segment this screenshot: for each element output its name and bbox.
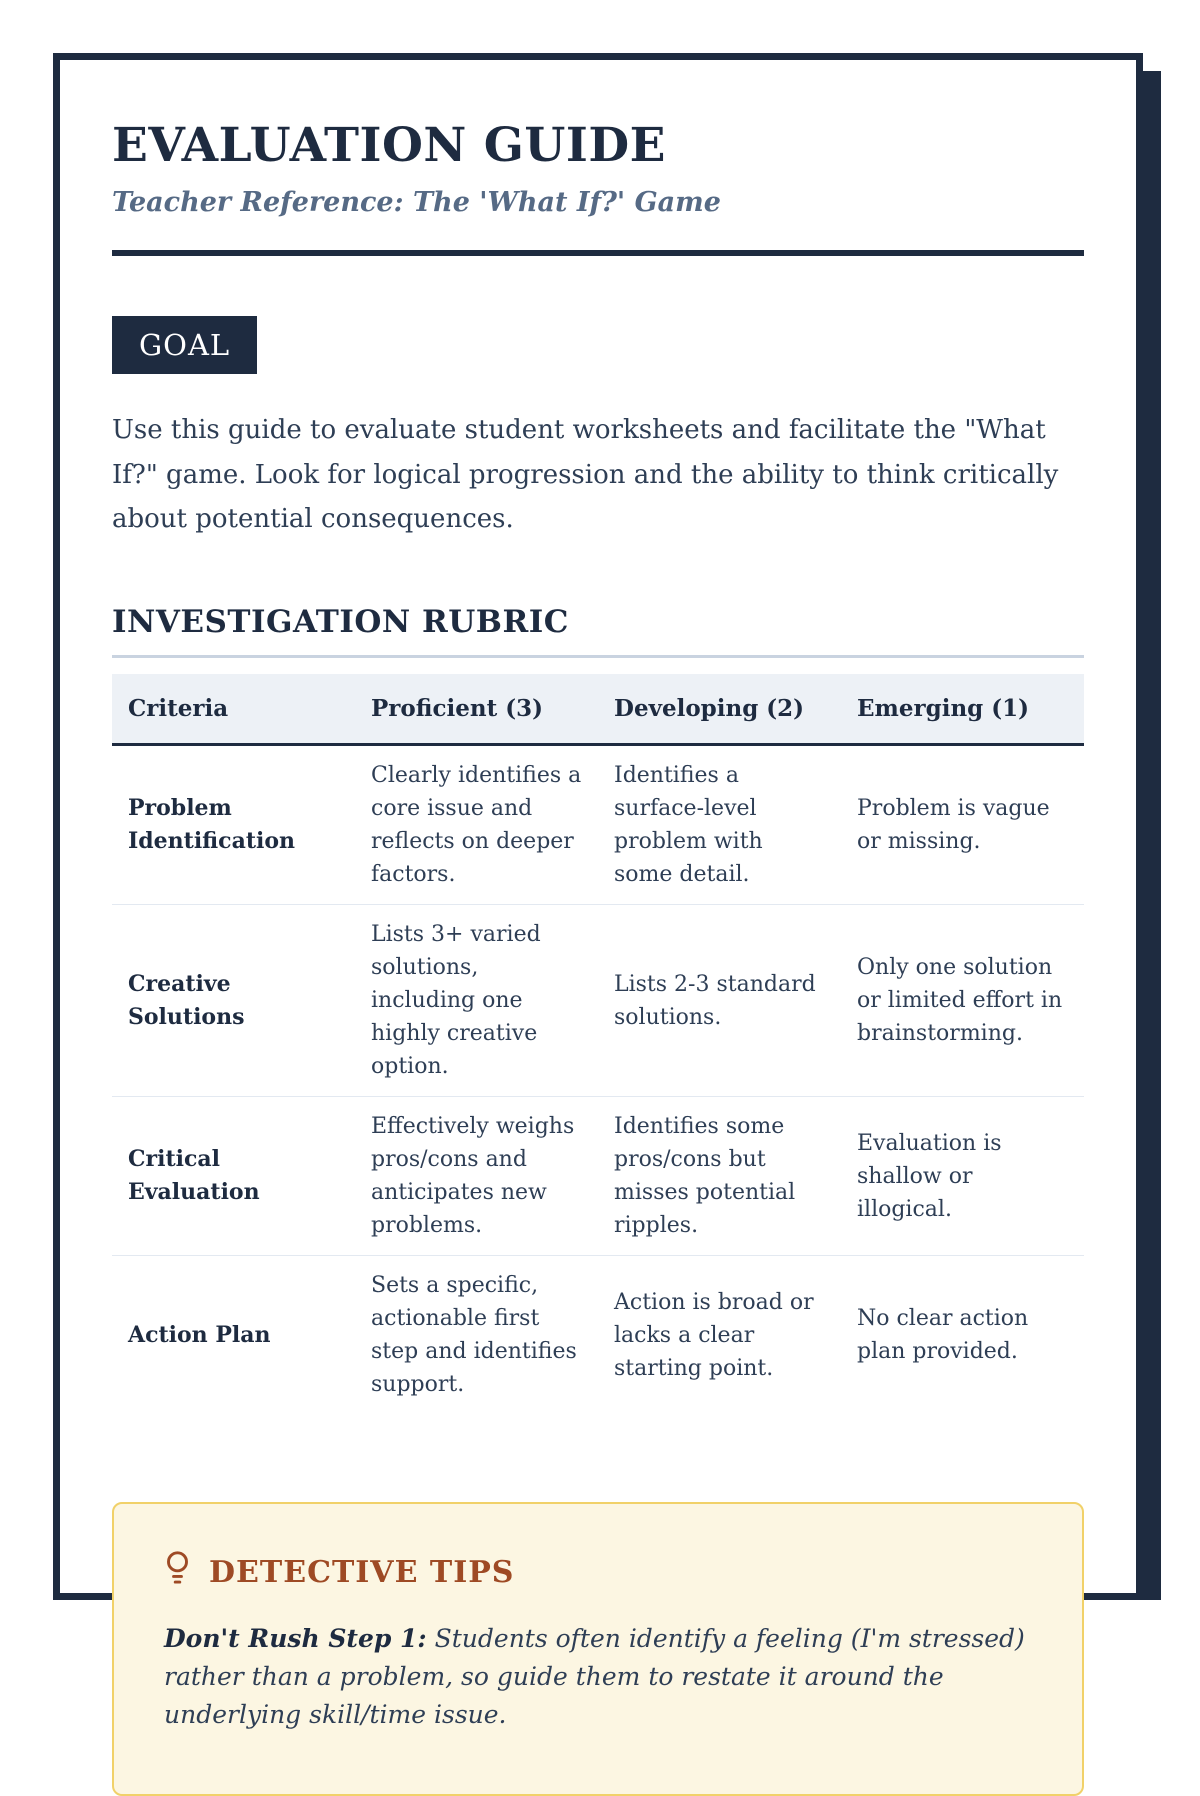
tips-heading-label: DETECTIVE TIPS xyxy=(209,1554,515,1590)
tip-label: Don't Rush Step 1: xyxy=(164,1624,427,1654)
lightbulb-icon xyxy=(164,1550,191,1594)
page-subtitle: Teacher Reference: The 'What If?' Game xyxy=(112,187,721,218)
page-title: EVALUATION GUIDE xyxy=(112,118,666,173)
emerging-cell: Problem is vague or missing. xyxy=(857,796,1050,855)
column-header-criteria: Criteria xyxy=(112,674,355,745)
proficient-cell: Sets a specific, actionable first step and identifies support. xyxy=(355,1256,598,1415)
table-row xyxy=(112,1097,1084,1256)
rubric-heading: INVESTIGATION RUBRIC xyxy=(112,604,1084,658)
developing-cell: Identifies a surface-level problem with some detail. xyxy=(614,763,763,888)
developing-cell: Action is broad or lacks a clear starting point. xyxy=(598,1256,841,1415)
column-header-emerging: Emerging (1) xyxy=(841,674,1084,745)
table-row xyxy=(112,1256,1084,1415)
detective-tips-callout xyxy=(112,1502,1084,1796)
emerging-cell: Evaluation is shallow or illogical. xyxy=(841,1097,1084,1256)
table-row xyxy=(112,905,1084,1097)
column-header-proficient: Proficient (3) xyxy=(355,674,598,745)
proficient-cell: Effectively weighs pros/cons and anticipates new problems. xyxy=(355,1097,598,1256)
investigation-rubric-table xyxy=(112,674,1084,1414)
tip-text: Students often identify a feeling (I'm stressed) rather than a problem, so guide them to restate it around the underlying skill/time issue. xyxy=(164,1624,1025,1730)
developing-cell: Identifies some pros/cons but misses potential ripples. xyxy=(598,1097,841,1256)
column-header-developing: Developing (2) xyxy=(598,674,841,745)
title-divider xyxy=(112,250,1084,256)
table-header-row xyxy=(112,674,1084,745)
tips-heading xyxy=(164,1550,1032,1594)
developing-cell: Lists 2-3 standard solutions. xyxy=(598,905,841,1097)
emerging-cell: Only one solution or limited effort in brainstorming. xyxy=(841,905,1084,1097)
criteria-cell: Action Plan xyxy=(112,1256,355,1415)
goal-paragraph: Use this guide to evaluate student worksheets and facilitate the "What If?" game. Look for logical progression and the ability to think critically about potential consequences. xyxy=(112,415,1059,535)
proficient-cell: Lists 3+ varied solutions, including one highly creative option. xyxy=(355,905,598,1097)
criteria-cell: Problem Identification xyxy=(128,795,296,855)
tip-item xyxy=(164,1620,1032,1734)
criteria-cell: Critical Evaluation xyxy=(112,1097,355,1256)
proficient-cell: Clearly identifies a core issue and reflects on deeper factors. xyxy=(371,763,582,888)
table-row xyxy=(112,745,1084,905)
criteria-cell: Creative Solutions xyxy=(112,905,355,1097)
goal-badge: GOAL xyxy=(112,316,257,374)
document-card xyxy=(53,53,1143,1730)
emerging-cell: No clear action plan provided. xyxy=(841,1256,1084,1415)
